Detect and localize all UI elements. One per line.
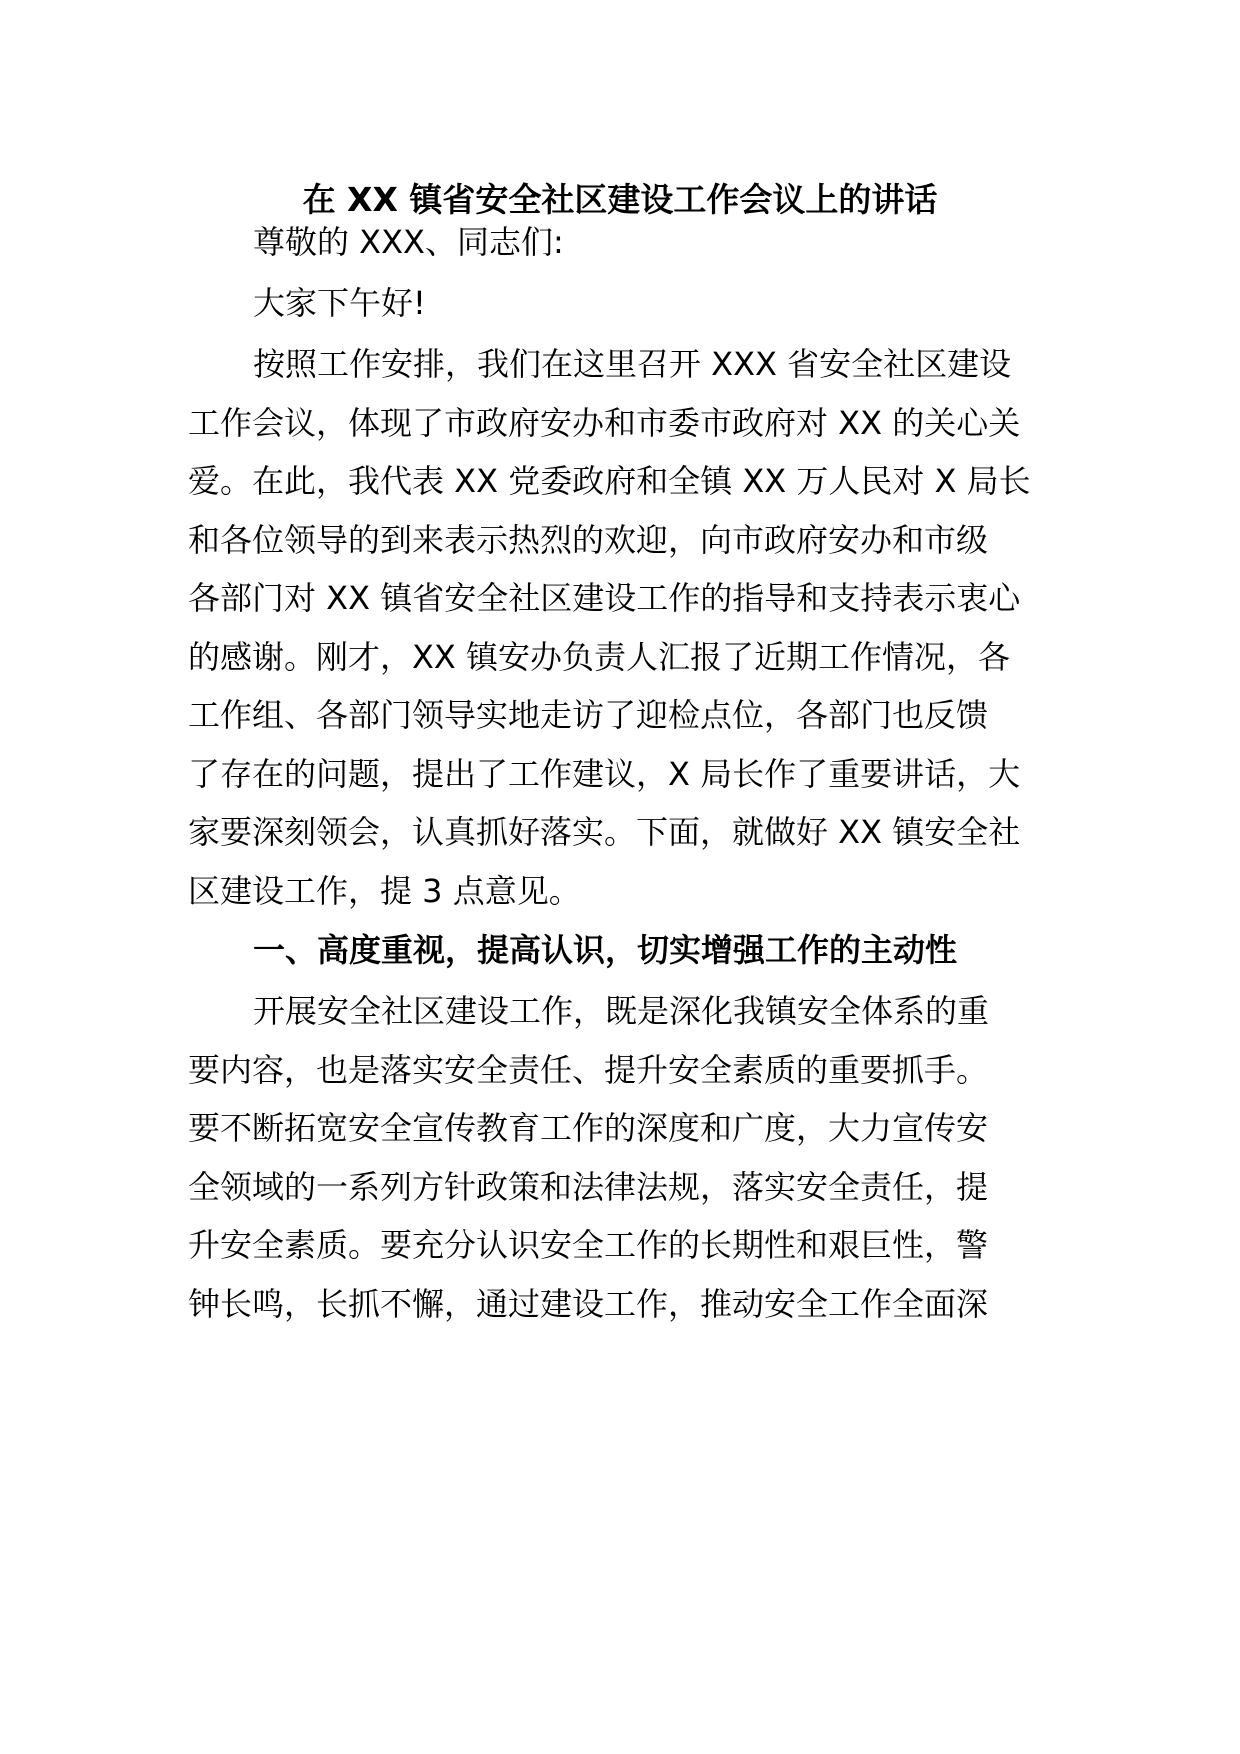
paragraph-line: 开展安全社区建设工作，既是深化我镇安全体系的重 [253,992,990,1030]
paragraph-line: 区建设工作，提 3 点意见。 [188,872,581,910]
greeting: 大家下午好! [253,284,426,322]
paragraph-line: 升安全素质。要充分认识安全工作的长期性和艰巨性，警 [188,1226,989,1264]
paragraph-line: 要不断拓宽安全宣传教育工作的深度和广度，大力宣传安 [188,1109,989,1147]
paragraph-line: 爱。在此，我代表 XX 党委政府和全镇 XX 万人民对 X 局长 [188,462,1031,500]
salutation: 尊敬的 XXX、同志们: [253,223,564,261]
paragraph-line: 工作组、各部门领导实地走访了迎检点位，各部门也反馈 [188,696,989,734]
paragraph-line: 家要深刻领会，认真抓好落实。下面，就做好 XX 镇安全社 [188,813,1021,851]
paragraph-line: 工作会议，体现了市政府安办和市委市政府对 XX 的关心关 [188,404,1021,442]
section-heading-1: 一、高度重视，提高认识，切实增强工作的主动性 [253,931,958,969]
paragraph-line: 和各位领导的到来表示热烈的欢迎，向市政府安办和市级 [188,521,989,559]
paragraph-line: 钟长鸣，长抓不懈，通过建设工作，推动安全工作全面深 [188,1285,989,1323]
paragraph-line: 的感谢。刚才，XX 镇安办负责人汇报了近期工作情况，各 [188,638,1011,676]
paragraph-line: 了存在的问题，提出了工作建议，X 局长作了重要讲话，大 [188,755,1021,793]
paragraph-line: 按照工作安排，我们在这里召开 XXX 省安全社区建设 [253,345,1012,383]
paragraph-line: 要内容，也是落实安全责任、提升安全素质的重要抓手。 [188,1051,989,1089]
paragraph-line: 全领域的一系列方针政策和法律法规，落实安全责任，提 [188,1168,989,1206]
document-title: 在 XX 镇省安全社区建设工作会议上的讲话 [302,180,938,219]
paragraph-line: 各部门对 XX 镇省安全社区建设工作的指导和支持表示衷心 [188,579,1021,617]
